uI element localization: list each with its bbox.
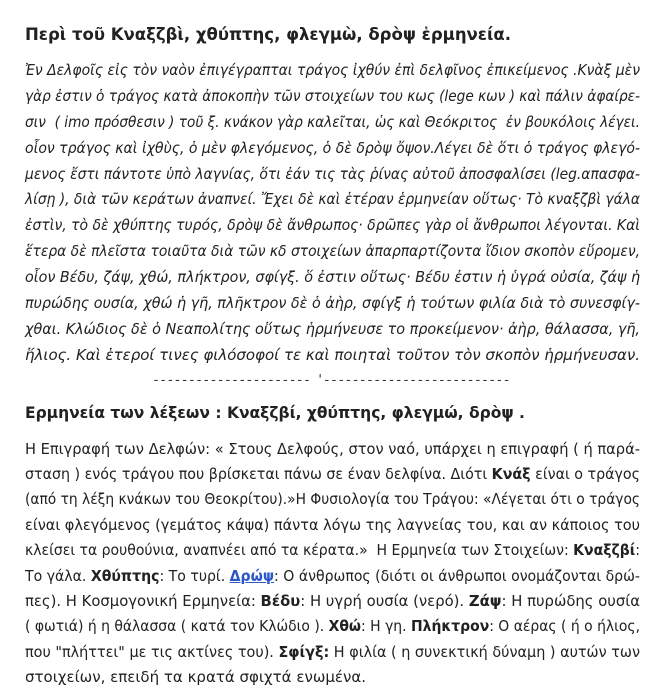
text-segment: πυρώδης ουσία, χθώ ἡ γῆ, πλῆκτρον δὲ ὁ ἀὴρ, σφίγξ ἡ τούτων φιλία διὰ τὸ συνεσφίγ-: [25, 294, 640, 313]
drops-hyperlink[interactable]: Δρώψ: [229, 566, 275, 585]
section-subtitle: Ερμηνεία των λέξεων : Κναξζβί, χθύπτης, φλεγμώ, δρὸψ .: [25, 403, 525, 422]
text-segment: οἷον Βέδυ, ζάψ, χθώ, πλήκτρον, σφίγξ. ὅ ἐστιν οὕτως· Βέδυ ἐστιν ἡ ὑγρά οὐσία, ζάψ ἡ: [25, 268, 640, 287]
modern-greek-paragraph: [25, 437, 640, 691]
text-segment: είναι φλεγόμενος (γεμάτος κάψα) πάντα λόγω της λαγνείας του, και αν κάποιος του: [25, 515, 640, 534]
text-segment: : Η γη.: [361, 617, 411, 636]
text-segment: μενος ἔστι πάντοτε ὑπὸ λαγνίας, ὅτι ἐάν τις τὰς ῥίνας αὐτοῦ ἀποσφαλίσει (leg.απασφα-: [25, 164, 640, 183]
text-line: [25, 110, 640, 136]
text-line: [25, 538, 640, 563]
bold-term: Κνάξ: [491, 465, 531, 484]
text-line: [25, 665, 640, 690]
bold-term: Βέδυ: [260, 592, 301, 611]
text-line: [25, 162, 640, 188]
text-line: [25, 614, 640, 639]
text-segment: ( φωτιά) ή η θάλασσα ( κατά τον Κλώδιο ).: [25, 617, 329, 636]
text-line: [25, 343, 640, 369]
text-segment: Το γάλα.: [25, 566, 91, 585]
text-line: [25, 213, 640, 239]
bold-term: Χθώ: [328, 617, 362, 636]
text-line: [25, 462, 640, 487]
text-segment: : Ο άνθρωπος (διότι οι άνθρωποι ονομάζονται δρώ-: [274, 566, 640, 585]
page-title: Περὶ τοῦ Κναξζβὶ, χθύπτης, φλεγμὼ, δρὸψ ἑρμηνεία.: [25, 25, 512, 44]
text-segment: οἷον τράγος καὶ ἰχθὺς, ὁ μὲν φλεγόμενος, ὁ δὲ δρὸψ ὄψον.Λέγει δὲ ὅτι ὁ τράγος φλεγό-: [25, 138, 640, 157]
text-line: [25, 187, 640, 213]
text-segment: σταση ) ενός τράγου που βρίσκεται πάνω σε έναν δελφίνα. Διότι: [25, 465, 492, 484]
text-segment: : Η υγρή ουσία (νερό).: [300, 592, 469, 611]
text-line: [25, 136, 640, 162]
bold-term: Ζάψ: [468, 592, 502, 611]
text-segment: ἕτερα δὲ πλεῖστα τοιαῦτα διὰ τῶν κδ στοιχείων ἀπαρπαρτίζοντα ἴδιον σκοπὸν εὕρομεν,: [25, 242, 640, 261]
text-line: [25, 84, 640, 110]
section-separator: ---------------------- '--------------------------: [153, 372, 512, 388]
text-line: [25, 564, 640, 589]
text-line: [25, 291, 640, 317]
text-line: [25, 589, 640, 614]
text-segment: Ἐν Δελφοῖς εἰς τὸν ναὸν ἐπιγέγραπται τράγος ἰχθύν ἐπὶ δελφῖνος ἐπικείμενος .Κνὰξ μὲν: [25, 61, 640, 79]
text-segment: Η φιλία ( η συνεκτική δύναμη ) αυτών των: [329, 642, 640, 661]
ancient-greek-paragraph: [25, 58, 640, 369]
text-segment: γὰρ ἐστιν ὁ τράγος κατὰ ἀποκοπὴν τῶν στοιχείων του κως (lege κων ) καὶ πάλιν ἀφαίρε-: [25, 86, 640, 105]
bold-term: Πλήκτρον: [410, 617, 490, 636]
text-line: [25, 487, 640, 512]
text-segment: λίσῃ ), διὰ τῶν κεράτων ἀναπνεί. Ἔχει δὲ καὶ ἑτέραν ἑρμηνείαν οὕτως· Τὸ κναξζβὶ γάλα: [25, 190, 640, 209]
text-line: [25, 265, 640, 291]
text-segment: : Η πυρώδης ουσία: [501, 592, 640, 611]
text-line: [25, 437, 640, 462]
text-line: [25, 640, 640, 665]
text-segment: που "πλήττει" με τις ακτίνες του).: [25, 642, 279, 661]
text-segment: (από τη λέξη κνάκων του Θεοκρίτου).»Η Φυσιολογία του Τράγου: «Λέγεται ότι ο τράγος: [25, 490, 640, 509]
text-segment: πες). Η Κοσμογονική Ερμηνεία:: [25, 592, 261, 611]
bold-term: Χθύπτης: [90, 566, 160, 585]
text-segment: :: [635, 541, 640, 560]
text-segment: ἥλιος. Καὶ ἑτεροί τινες φιλόσοφοί τε καὶ ποιηταὶ τοῦτον τὸν σκοπὸν ἡρμήνευσαν.: [25, 345, 640, 364]
text-line: [25, 58, 640, 84]
text-segment: κλείσει τα ρουθούνια, αναπνέει από τα κέρατα.» Η Ερμηνεία των Στοιχείων:: [25, 541, 574, 560]
text-segment: είναι ο τράγος: [530, 465, 640, 484]
text-segment: χθαι. Κλώδιος δὲ ὁ Νεαπολίτης οὕτως ἡρμήνευσε το προκείμενον· ἀὴρ, θάλασσα, γῆ,: [25, 319, 640, 338]
text-segment: ἐστὶν, τὸ δὲ χθύπτης τυρός, δρὸψ δὲ ἄνθρωπος· δρῶπες γὰρ οἱ ἄνθρωποι λέγονται. Καὶ: [25, 216, 640, 235]
text-segment: : Το τυρί.: [159, 566, 230, 585]
text-segment: : Ο αέρας ( ή ο ήλιος,: [489, 617, 640, 636]
text-segment: Η Επιγραφή των Δελφών: « Στους Δελφούς, στον ναό, υπάρχει η επιγραφή ( ή παρά-: [25, 439, 640, 458]
text-line: [25, 513, 640, 538]
text-line: [25, 239, 640, 265]
bold-term: Σφίγξ:: [278, 642, 330, 661]
text-segment: σιν ( imo πρόσθεσιν ) τοῦ ξ. κνάκον γὰρ καλεῖται, ὡς καὶ Θεόκριτος ἐν βουκόλοις λέγει.: [25, 112, 640, 131]
bold-term: Κναξζβί: [573, 541, 636, 560]
text-line: [25, 317, 640, 343]
text-segment: στοιχείων, επειδή τα κρατά σφιχτά ενωμένα.: [25, 668, 367, 687]
